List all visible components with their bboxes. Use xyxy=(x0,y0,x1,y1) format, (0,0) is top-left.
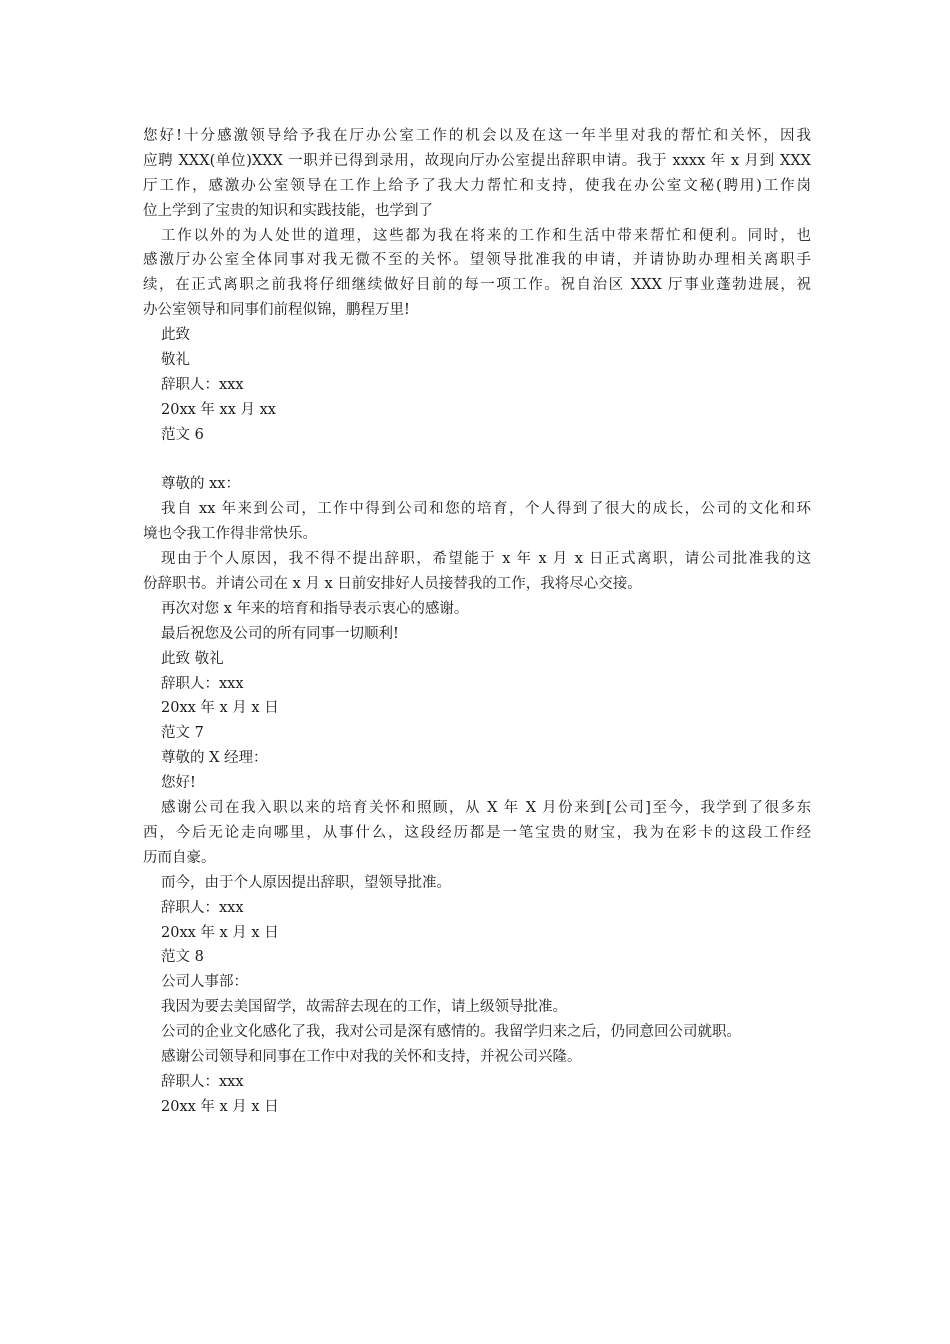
text-line: 历而自豪。 xyxy=(143,849,216,866)
text-line: 份辞职书。并请公司在 x 月 x 日前安排好人员接替我的工作，我将尽心交接。 xyxy=(143,576,642,593)
closing-line: 此致 敬礼 xyxy=(161,650,224,667)
signer-line: 辞职人：xxx xyxy=(161,675,244,692)
salutation: 公司人事部： xyxy=(161,974,248,991)
salutation: 尊敬的 xx： xyxy=(161,476,240,493)
section-heading: 范文 7 xyxy=(161,725,204,742)
text-line: 感谢公司领导和同事在工作中对我的关怀和支持，并祝公司兴隆。 xyxy=(161,1048,582,1065)
text-line: 感激厅办公室全体同事对我无微不至的关怀。望领导批准我的申请，并请协助办理相关离职手 xyxy=(143,252,811,269)
text-line: 最后祝您及公司的所有同事一切顺利! xyxy=(161,625,399,642)
blank-line xyxy=(143,448,811,473)
letter-6 xyxy=(143,423,811,722)
letter-7-paragraph-1 xyxy=(143,796,811,871)
text-line: 感谢公司在我入职以来的培育关怀和照顾，从 X 年 X 月份来到[公司]至今，我学到了很多东 xyxy=(161,800,811,817)
text-line: 公司的企业文化感化了我，我对公司是深有感情的。我留学归来之后，仍同意回公司就职。 xyxy=(161,1024,741,1041)
letter-5-paragraph-2 xyxy=(143,224,811,324)
text-line: 现由于个人原因，我不得不提出辞职，希望能于 x 年 x 月 x 日正式离职，请公司批准我的这 xyxy=(161,551,811,568)
text-line: 厅工作，感激办公室领导在工作上给予了我大力帮忙和支持，使我在办公室文秘(聘用)工作岗 xyxy=(143,177,811,194)
date-line: 20xx 年 x 月 x 日 xyxy=(161,1098,279,1115)
letter-6-paragraph-2 xyxy=(143,547,811,597)
greeting: 您好! xyxy=(161,775,196,792)
text-line: 境也令我工作得非常快乐。 xyxy=(143,526,317,543)
text-line: 再次对您 x 年来的培育和指导表示衷心的感谢。 xyxy=(161,600,469,617)
letter-7 xyxy=(143,721,811,945)
letter-8 xyxy=(143,945,811,1119)
text-line: 我自 xx 年来到公司，工作中得到公司和您的培育，个人得到了很大的成长，公司的文化和环 xyxy=(161,501,811,518)
section-heading: 范文 8 xyxy=(161,949,204,966)
text-line: 西，今后无论走向哪里，从事什么，这段经历都是一笔宝贵的财宝，我为在彩卡的这段工作经 xyxy=(143,824,811,841)
section-heading: 范文 6 xyxy=(161,426,204,443)
text-line: 我因为要去美国留学，故需辞去现在的工作，请上级领导批准。 xyxy=(161,999,567,1016)
signer-line: 辞职人：xxx xyxy=(161,899,244,916)
salutation: 尊敬的 X 经理： xyxy=(161,750,268,767)
letter-6-paragraph-1 xyxy=(143,497,811,547)
signer-line: 辞职人：xxx xyxy=(161,376,244,393)
letter-5-paragraph-1 xyxy=(143,124,811,224)
text-line: 位上学到了宝贵的知识和实践技能，也学到了 xyxy=(143,202,433,219)
text-line: 您好!十分感激领导给予我在厅办公室工作的机会以及在这一年半里对我的帮忙和关怀，因我 xyxy=(143,128,811,144)
document-page xyxy=(143,124,811,1120)
closing-line: 此致 xyxy=(161,327,190,344)
letter-5 xyxy=(143,124,811,423)
date-line: 20xx 年 xx 月 xx xyxy=(161,401,276,418)
closing-line: 敬礼 xyxy=(161,352,190,369)
text-line: 续，在正式离职之前我将仔细继续做好目前的每一项工作。祝自治区 XXX 厅事业蓬勃进展，祝 xyxy=(143,277,811,294)
signer-line: 辞职人：xxx xyxy=(161,1073,244,1090)
date-line: 20xx 年 x 月 x 日 xyxy=(161,924,279,941)
date-line: 20xx 年 x 月 x 日 xyxy=(161,700,279,717)
text-line: 办公室领导和同事们前程似锦，鹏程万里! xyxy=(143,302,410,319)
text-line: 工作以外的为人处世的道理，这些都为我在将来的工作和生活中带来帮忙和便利。同时，也 xyxy=(161,227,811,244)
text-line: 应聘 XXX(单位)XXX 一职并已得到录用，故现向厅办公室提出辞职申请。我于 xxxx 年 x 月到 XXX xyxy=(143,152,811,169)
text-line: 而今，由于个人原因提出辞职，望领导批准。 xyxy=(161,874,451,891)
